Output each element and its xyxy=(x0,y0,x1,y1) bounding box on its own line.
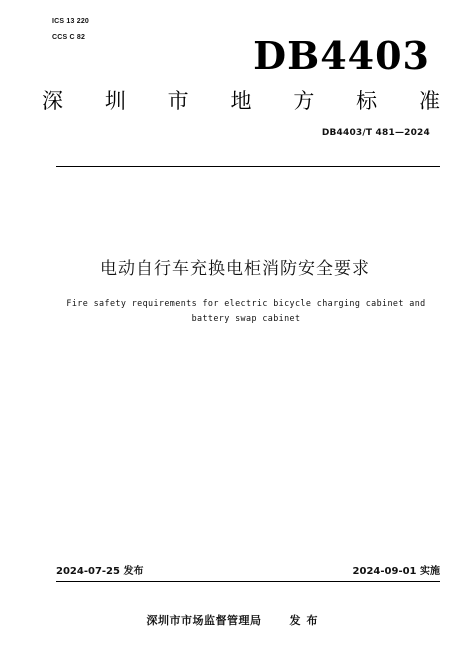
title-chinese: 电动自行车充换电柜消防安全要求 xyxy=(100,259,370,279)
standard-number: DB4403/T 481—2024 xyxy=(321,128,430,138)
top-divider xyxy=(56,166,440,167)
standard-type-char: 圳 xyxy=(104,89,126,113)
standard-type-char: 深 xyxy=(42,89,63,113)
issue-date: 2024-07-25 发布 xyxy=(56,566,144,577)
title-english-line: battery swap cabinet xyxy=(191,313,301,323)
standard-type-char: 地 xyxy=(230,89,252,113)
standard-type-char: 准 xyxy=(418,89,440,113)
publisher-line xyxy=(0,613,470,629)
title-english-line: Fire safety requirements for electric bicycle charging cabinet and xyxy=(66,298,426,308)
publish-label: 发布 xyxy=(289,614,324,627)
title-english xyxy=(45,296,447,326)
standard-type-heading xyxy=(42,88,440,114)
ics-code: ICS 13 220 xyxy=(52,18,90,25)
standard-logo: DB4403 xyxy=(253,33,430,78)
standard-type-char: 标 xyxy=(356,89,378,113)
standard-type-char: 市 xyxy=(167,89,189,113)
bottom-divider xyxy=(56,581,440,582)
publisher-organization: 深圳市市场监督管理局 xyxy=(146,614,262,627)
ccs-code: CCS C 82 xyxy=(52,34,86,41)
implementation-date: 2024-09-01 实施 xyxy=(352,566,440,577)
standard-type-char: 方 xyxy=(293,89,315,113)
